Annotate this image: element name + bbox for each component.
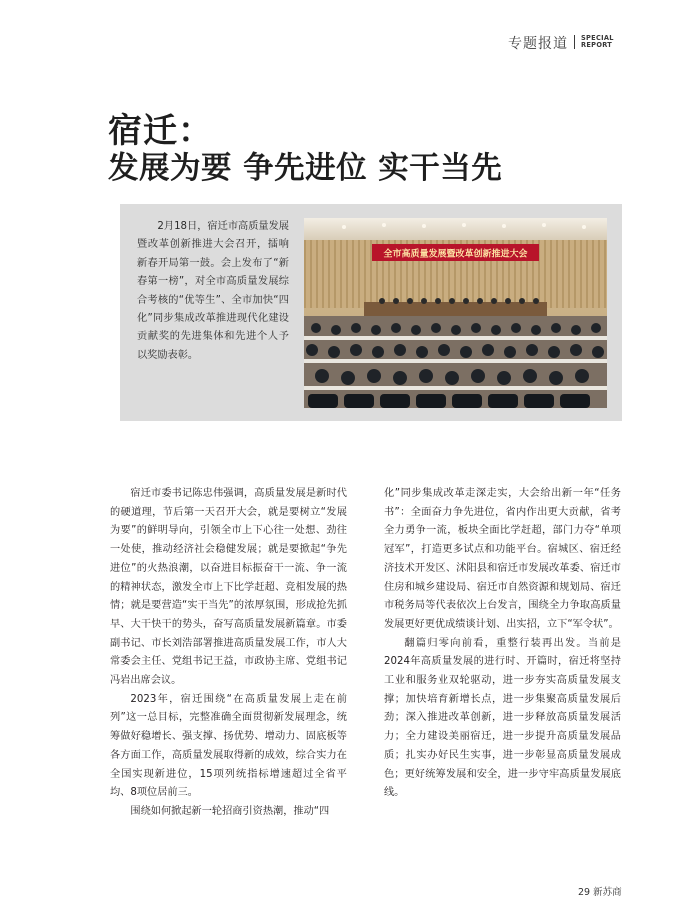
section-en-line1: SPECIAL	[581, 34, 614, 42]
section-en-line2: REPORT	[581, 41, 613, 49]
body-paragraph: 围绕如何掀起新一轮招商引资热潮，推动“四	[130, 805, 330, 817]
body-paragraph: 2023年，宿迁围绕“在高质量发展上走在前列”这一总目标，完整准确全面贯彻新发展理念，统筹做好稳增长、强支撑、扬优势、增动力、固底板等各方面工作，高质量发展取得新的成效，综合实力在全国实现新进位，15项列统指标增速超过全省平均、8项位居前三。	[110, 693, 347, 799]
article-title-line1: 宿迁：	[108, 111, 213, 151]
conference-photo-image	[304, 218, 607, 408]
body-column-left	[110, 485, 347, 822]
section-divider	[574, 35, 575, 49]
body-paragraph-continued: 化”同步集成改革走深走实，大会给出新一年“任务书”：全面奋力争先进位，省内作出更大贡献，省考全力勇争一流，板块全面比学赶超，部门力夺“单项冠军”，打造更多试点和功能平台。宿城区、宿迁经济技术开发区、沭阳县和宿迁市发展改革委、宿迁市住房和城乡建设局、宿迁市自然资源和规划局、宿迁市税务局等代表依次上台发言，围绕全力争取高质量发展更好更优成绩谈计划、出实招，立下“军令状”。	[384, 488, 621, 630]
summary-text: 2月18日，宿迁市高质量发展暨改革创新推进大会召开，擂响新春开局第一鼓。会上发布了“新春第一榜”，对全市高质量发展综合考核的“优等生”、全市加快“四化”同步集成改革推进现代化建设贡献奖的先进集体和先进个人予以奖励表彰。	[137, 221, 289, 361]
body-column-right	[384, 485, 621, 803]
section-tag-english	[581, 35, 614, 49]
page-number: 29 新苏商	[578, 887, 622, 898]
section-tag: 专题报道	[508, 36, 568, 52]
conference-photo	[304, 218, 607, 408]
article-title-line2: 发展为要 争先进位 实干当先	[108, 151, 503, 186]
body-paragraph: 翻篇归零向前看，重整行装再出发。当前是2024年高质量发展的进行时、开篇时，宿迁将坚持工业和服务业双轮驱动，进一步夯实高质量发展支撑；加快培育新增长点，进一步集聚高质量发展后劲；深入推进改革创新，进一步释放高质量发展活力；全力建设美丽宿迁，进一步提升高质量发展品质；扎实办好民生实事，进一步彰显高质量发展成色；更好统筹发展和安全，进一步守牢高质量发展底线。	[384, 637, 621, 799]
body-paragraph: 宿迁市委书记陈忠伟强调，高质量发展是新时代的硬道理，节后第一天召开大会，就是要树立“发展为要”的鲜明导向，引领全市上下心往一处想、劲往一处使，推动经济社会稳健发展；就是要掀起“争先进位”的火热浪潮，以奋进目标振奋干一流、争一流的精神状态，激发全市上下比学赶超、竞相发展的热情；就是要营造“实干当先”的浓厚氛围，形成抢先抓早、大干快干的势头，奋写高质量发展新篇章。市委副书记、市长刘浩部署推进高质量发展工作，市人大常委会主任、党组书记王益，市政协主席、党组书记冯岩出席会议。	[110, 488, 347, 687]
photo-banner-text: 全市高质量发展暨改革创新推进大会	[383, 249, 528, 260]
